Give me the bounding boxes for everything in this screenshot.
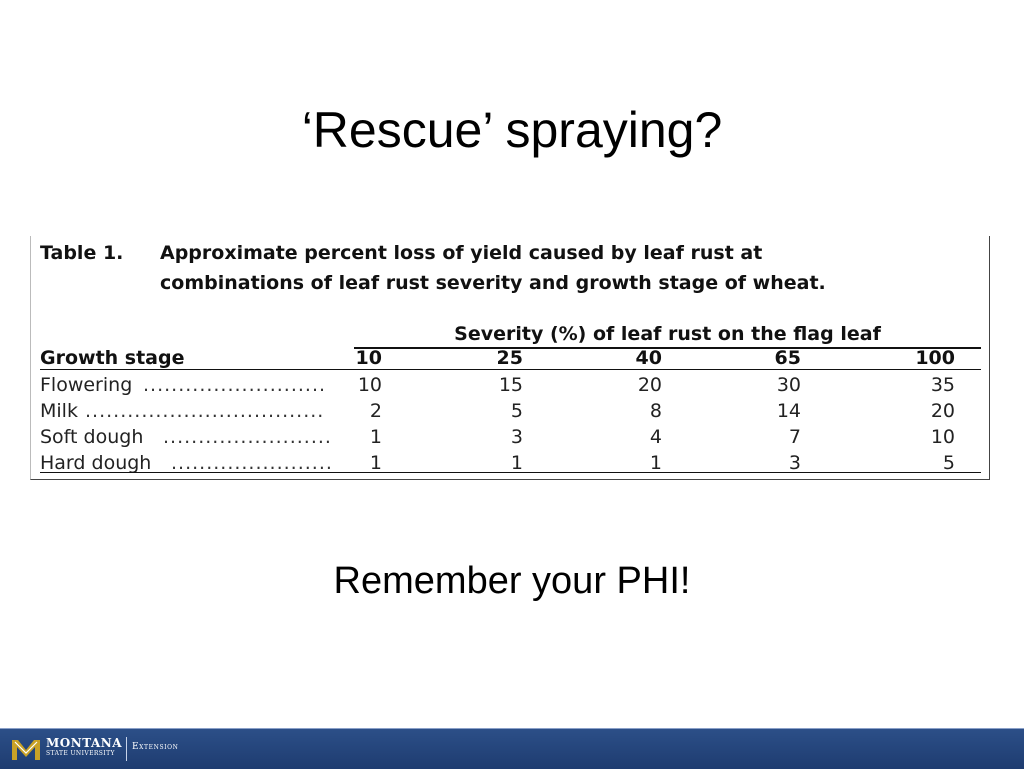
severity-rule (354, 347, 981, 349)
row-value: 3 (788, 452, 801, 474)
table-bottom-rule (40, 472, 981, 473)
severity-column-100: 100 (915, 347, 955, 369)
row-stage-label: Hard dough (40, 452, 152, 474)
slide-title: ‘Rescue’ spraying? (301, 102, 723, 158)
table-caption-line-2: combinations of leaf rust severity and growth stage of wheat. (160, 272, 826, 294)
row-value: 4 (649, 426, 662, 448)
row-value: 35 (930, 374, 955, 396)
severity-column-25: 25 (496, 347, 523, 369)
table-caption-label: Table 1. (40, 242, 124, 264)
severity-column-40: 40 (635, 347, 662, 369)
row-value: 14 (776, 400, 801, 422)
footer-bar (0, 728, 1024, 769)
row-value: 5 (510, 400, 523, 422)
row-value: 10 (930, 426, 955, 448)
university-subname: STATE UNIVERSITY (46, 750, 115, 757)
row-dot-leader: ........................ (163, 426, 332, 448)
row-stage-label: Soft dough (40, 426, 144, 448)
yield-loss-table (30, 236, 990, 480)
row-dot-leader: .......................... (143, 374, 327, 396)
severity-column-65: 65 (774, 347, 801, 369)
extension-label: Extension (132, 742, 179, 752)
footer-divider (126, 737, 127, 761)
table-row (31, 424, 991, 450)
row-value: 7 (788, 426, 801, 448)
row-value: 15 (498, 374, 523, 396)
university-name: MONTANA (46, 736, 123, 750)
row-dot-leader: .................................. (85, 400, 325, 422)
row-value: 5 (942, 452, 955, 474)
row-dot-leader: ....................... (171, 452, 333, 474)
row-value: 1 (369, 452, 382, 474)
slide-subtitle: Remember your PHI! (333, 560, 691, 602)
growth-stage-header: Growth stage (40, 347, 185, 369)
row-value: 20 (637, 374, 662, 396)
severity-column-10: 10 (355, 347, 382, 369)
table-row (31, 398, 991, 424)
row-stage-label: Milk (40, 400, 78, 422)
severity-header: Severity (%) of leaf rust on the flag leaf (454, 323, 881, 345)
row-stage-label: Flowering (40, 374, 133, 396)
university-wordmark (46, 737, 122, 758)
row-value: 1 (649, 452, 662, 474)
row-value: 3 (510, 426, 523, 448)
row-value: 1 (369, 426, 382, 448)
table-caption-line-1: Approximate percent loss of yield caused by leaf rust at (160, 242, 763, 264)
row-value: 1 (510, 452, 523, 474)
table-row (31, 372, 991, 398)
montana-state-logo-icon (10, 736, 42, 762)
row-value: 30 (776, 374, 801, 396)
row-value: 20 (930, 400, 955, 422)
column-header-rule (40, 369, 981, 370)
row-value: 8 (649, 400, 662, 422)
row-value: 10 (357, 374, 382, 396)
row-value: 2 (369, 400, 382, 422)
